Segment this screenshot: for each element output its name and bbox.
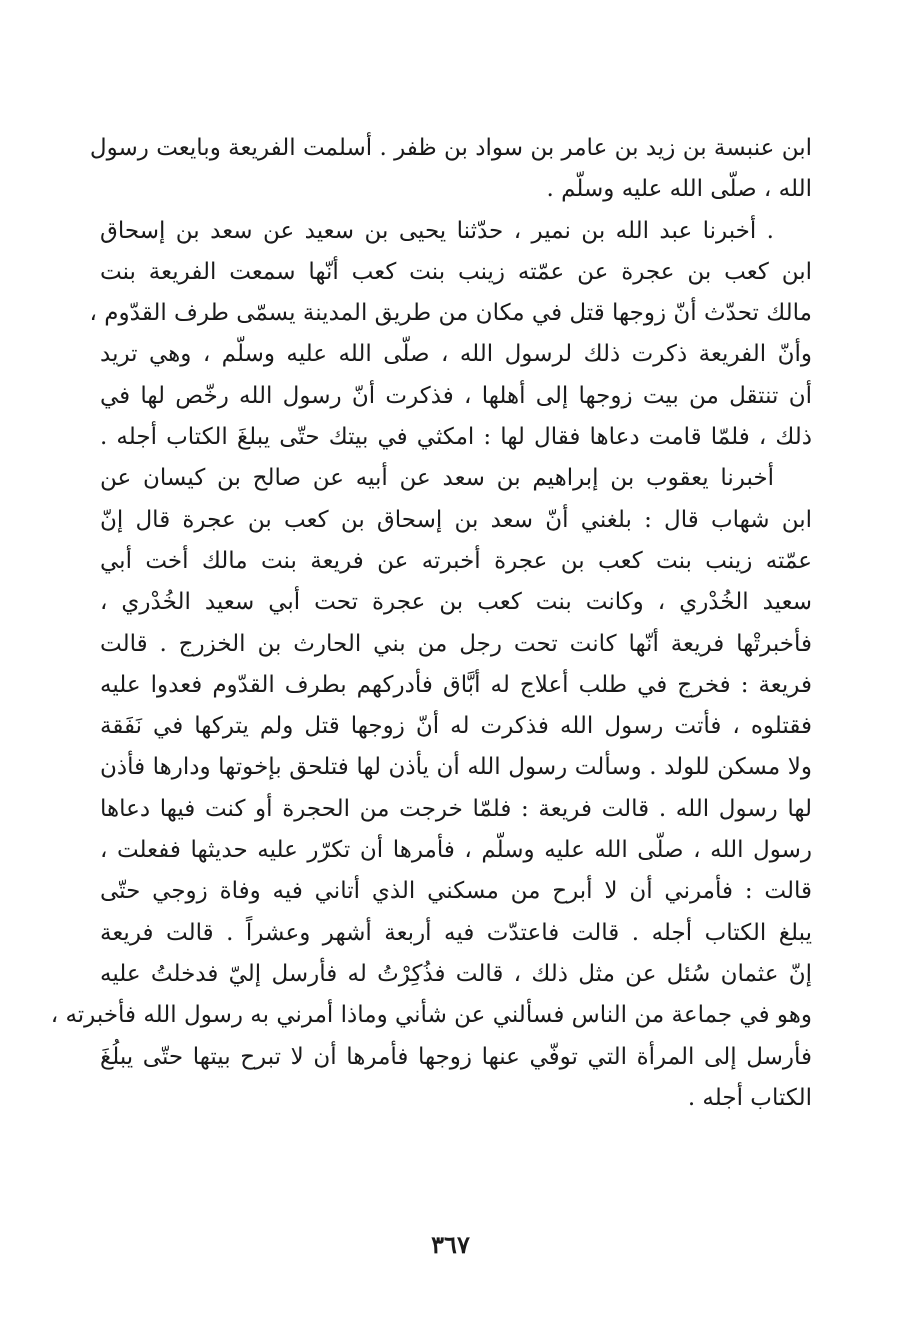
text-line: الله ، صلّى الله عليه وسلّم . (546, 176, 812, 203)
text-line: وهو في جماعة من الناس فسألني عن شأني وماذا أمرني به رسول الله فأخبرته ، (50, 1002, 812, 1029)
text-line: قالت : فأمرني أن لا أبرح من مسكني الذي أتاني فيه وفاة زوجي حتّى (100, 878, 812, 905)
text-line: فريعة : فخرج في طلب أعلاج له أبَّاق فأدركهم بطرف القدّوم فعدوا عليه (100, 671, 812, 698)
text-line: لها رسول الله . قالت فريعة : فلمّا خرجت من الحجرة أو كنت فيها دعاها (100, 795, 812, 822)
text-line: إنّ عثمان سُئل عن مثل ذلك ، قالت فذُكِرْتُ له فأرسل إليّ فدخلتُ عليه (100, 960, 812, 987)
text-line: . أخبرنا عبد الله بن نمير ، حدّثنا يحيى بن سعيد عن سعد بن إسحاق (100, 217, 774, 244)
text-line: وأنّ الفريعة ذكرت ذلك لرسول الله ، صلّى الله عليه وسلّم ، وهي تريد (100, 341, 812, 368)
page-body (50, 128, 812, 1119)
text-line: مالك تحدّث أنّ زوجها قتل في مكان من طريق المدينة يسمّى طرف القدّوم ، (89, 300, 812, 327)
text-line: فأخبرتْها فريعة أنّها كانت تحت رجل من بني الحارث بن الخزرج . قالت (100, 630, 812, 657)
text-line: عمّته زينب بنت كعب بن عجرة أخبرته عن فريعة بنت مالك أخت أبي (100, 547, 812, 574)
text-line: فقتلوه ، فأتت رسول الله فذكرت له أنّ زوجها قتل ولم يتركها في نَفَقة (100, 713, 812, 740)
text-line: أن تنتقل من بيت زوجها إلى أهلها ، فذكرت أنّ رسول الله رخّص لها في (100, 382, 812, 409)
text-line: ولا مسكن للولد . وسألت رسول الله أن يأذن لها فتلحق بإخوتها ودارها فأذن (100, 754, 812, 781)
text-line: سعيد الخُدْري ، وكانت بنت كعب بن عجرة تحت أبي سعيد الخُدْري ، (100, 589, 812, 616)
text-line: الكتاب أجله . (687, 1084, 812, 1111)
text-line: أخبرنا يعقوب بن إبراهيم بن سعد عن أبيه عن صالح بن كيسان عن (100, 465, 774, 492)
text-line: ذلك ، فلمّا قامت دعاها فقال لها : امكثي في بيتك حتّى يبلغَ الكتاب أجله . (100, 424, 812, 451)
text-line: ابن عنبسة بن زيد بن عامر بن سواد بن ظفر . أسلمت الفريعة وبايعت رسول (89, 135, 812, 161)
text-line: ابن كعب بن عجرة عن عمّته زينب بنت كعب أنّها سمعت الفريعة بنت (100, 258, 812, 285)
text-line: فأرسل إلى المرأة التي توفّي عنها زوجها فأمرها أن لا تبرح بيتها حتّى يبلُغَ (100, 1043, 812, 1070)
text-line: ابن شهاب قال : بلغني أنّ سعد بن إسحاق بن كعب بن عجرة قال إنّ (100, 506, 812, 533)
text-line: رسول الله ، صلّى الله عليه وسلّم ، فأمرها أن تكرّر عليه حديثها ففعلت ، (100, 837, 812, 864)
text-line: يبلغ الكتاب أجله . قالت فاعتدّت فيه أربعة أشهر وعشراً . قالت فريعة (100, 919, 812, 946)
page-number: ٣٦٧ (431, 1230, 470, 1259)
